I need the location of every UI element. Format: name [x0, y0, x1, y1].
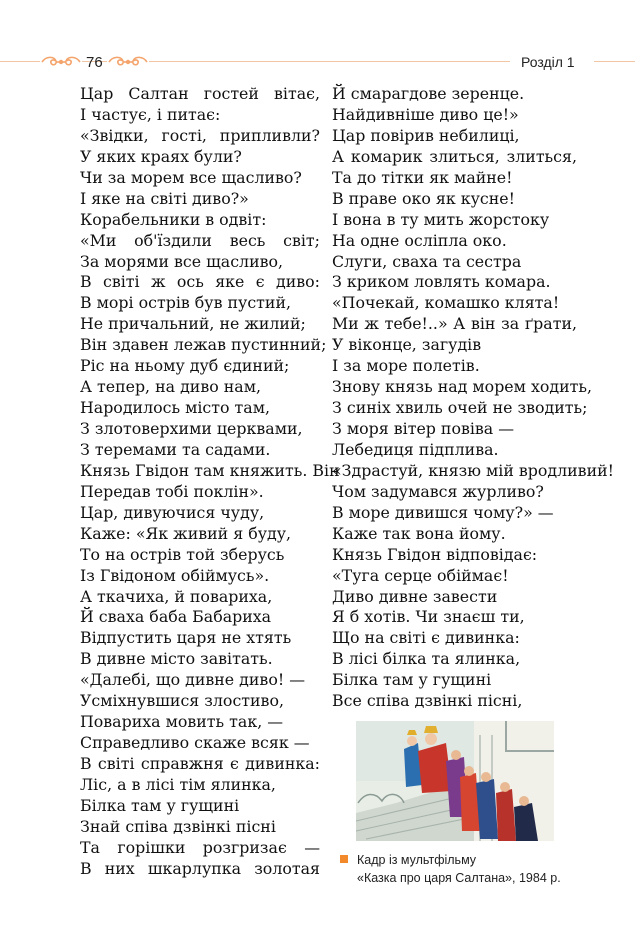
poem-line: І за море полетів. [332, 356, 480, 376]
poem-line: Та до тітки як майне! [332, 167, 513, 187]
poem-line: Цар Салтан гостей вітає, [80, 84, 320, 103]
swirl-ornament-left-icon [40, 55, 82, 69]
swirl-ornament-right-icon [107, 55, 149, 69]
poem-line: В дивне місто завітать. [80, 649, 273, 669]
poem-left-column [80, 84, 340, 880]
poem-line: Корабельники в одвіт: [80, 209, 267, 229]
poem-line: Не причальний, не жилий; [80, 314, 306, 334]
poem-line: З синіх хвиль очей не зводить; [332, 398, 588, 418]
poem-line: З моря вітер повіва — [332, 419, 515, 438]
poem-line: В праве око як кусне! [332, 188, 515, 208]
poem-line: «Далебі, що дивне диво! — [80, 670, 306, 690]
poem-right-column [332, 84, 614, 712]
poem-line: Слуги, сваха та сестра [332, 251, 522, 271]
poem-line: В лісі білка та ялинка, [332, 649, 521, 669]
poem-line: І частує, і питає: [80, 104, 221, 124]
poem-line: З теремами та садами. [80, 439, 271, 459]
poem-line: Та горішки розгризає — [80, 837, 320, 857]
poem-line: Цар повірив небилиці, [332, 125, 520, 145]
page-number: 76 [86, 54, 103, 71]
poem-line: Ліс, а в лісі тім ялинка, [80, 774, 276, 794]
poem-line: Він здавен лежав пустинний; [80, 335, 327, 355]
caption-bullet-icon [340, 855, 348, 863]
poem-line: Чом задумався журливо? [332, 481, 544, 501]
caption-line-2: «Казка про царя Салтана», 1984 р. [357, 871, 561, 885]
poem-line: Що на світі є дивинка: [332, 628, 520, 648]
poem-line: Я б хотів. Чи знаєш ти, [332, 607, 525, 627]
section-title: Розділ 1 [521, 54, 575, 70]
poem-line: У віконце, загудів [332, 335, 482, 355]
poem-line: «Звідки, гості, припливли? [80, 125, 320, 145]
poem-line: За морями все щасливо, [80, 251, 284, 271]
poem-line: І яке на світі диво?» [80, 188, 249, 208]
cartoon-still-icon [356, 721, 554, 841]
poem-line: А ткачиха, й повариха, [80, 586, 273, 606]
poem-line: Повариха мовить так, — [80, 712, 284, 732]
poem-line: В море дивишся чому?» — [332, 502, 554, 522]
poem-line: «Ми об'їздили весь світ; [80, 230, 320, 250]
poem-line: Й смарагдове зеренце. [332, 84, 525, 103]
poem-line: То на острів той зберусь [80, 544, 285, 564]
poem-line: Й сваха баба Бабариха [80, 607, 272, 627]
poem-line: Князь Гвідон відповідає: [332, 544, 538, 564]
poem-line: Знай співа дзвінкі пісні [80, 816, 276, 836]
poem-line: Ми ж тебе!..» А він за ґрати, [332, 314, 577, 334]
poem-line: На одне осліпла око. [332, 230, 507, 250]
poem-line: Відпустить царя не хтять [80, 628, 292, 648]
poem-line: «Туга серце обіймає! [332, 565, 509, 585]
caption-line-1: Кадр із мультфільму [357, 853, 477, 867]
poem-line: В світі ж ось яке є диво: [80, 272, 320, 292]
poem-line: Найдивніше диво це!» [332, 104, 519, 124]
poem-line: Білка там у гущині [80, 795, 240, 815]
poem-line: Каже так вона йому. [332, 523, 506, 543]
poem-line: Усміхнувшися злостиво, [80, 691, 284, 711]
poem-line: Князь Гвідон там княжить. Він [80, 460, 340, 480]
poem-line: Передав тобі поклін». [80, 481, 264, 501]
poem-line: Чи за морем все щасливо? [80, 167, 302, 187]
poem-line: Все співа дзвінкі пісні, [332, 691, 523, 711]
poem-line: У яких краях були? [80, 146, 242, 166]
poem-line: В них шкарлупка золотая [80, 858, 320, 878]
poem-line: Із Гвідоном обіймусь». [80, 565, 270, 585]
poem-line: Каже: «Як живий я буду, [80, 523, 292, 543]
poem-line: «Почекай, комашко клята! [332, 293, 560, 313]
poem-line: Лебедиця підплива. [332, 439, 499, 459]
poem-line: Знову князь над морем ходить, [332, 377, 592, 397]
poem-line: Білка там у гущині [332, 670, 492, 690]
page-header [0, 0, 635, 90]
poem-line: Цар, дивуючися чуду, [80, 502, 265, 522]
poem-line: Ріс на ньому дуб єдиний; [80, 356, 290, 376]
poem-line: В світі справжня є дивинка: [80, 754, 320, 773]
poem-line: А комарик злиться, злиться, [332, 146, 577, 166]
cartoon-still-image [356, 721, 554, 841]
poem-line: З криком ловлять комара. [332, 272, 551, 292]
poem-line: І вона в ту мить жорстоку [332, 209, 550, 229]
poem-line: Справедливо скаже всяк — [80, 733, 310, 753]
poem-line: В морі острів був пустий, [80, 293, 291, 313]
poem-line: Народилось місто там, [80, 398, 271, 418]
poem-line: А тепер, на диво нам, [80, 377, 262, 397]
poem-line: З злотоверхими церквами, [80, 419, 303, 438]
poem-line: Диво дивне завести [332, 586, 498, 606]
poem-line: «Здрастуй, князю мій вродливий! [332, 460, 614, 480]
